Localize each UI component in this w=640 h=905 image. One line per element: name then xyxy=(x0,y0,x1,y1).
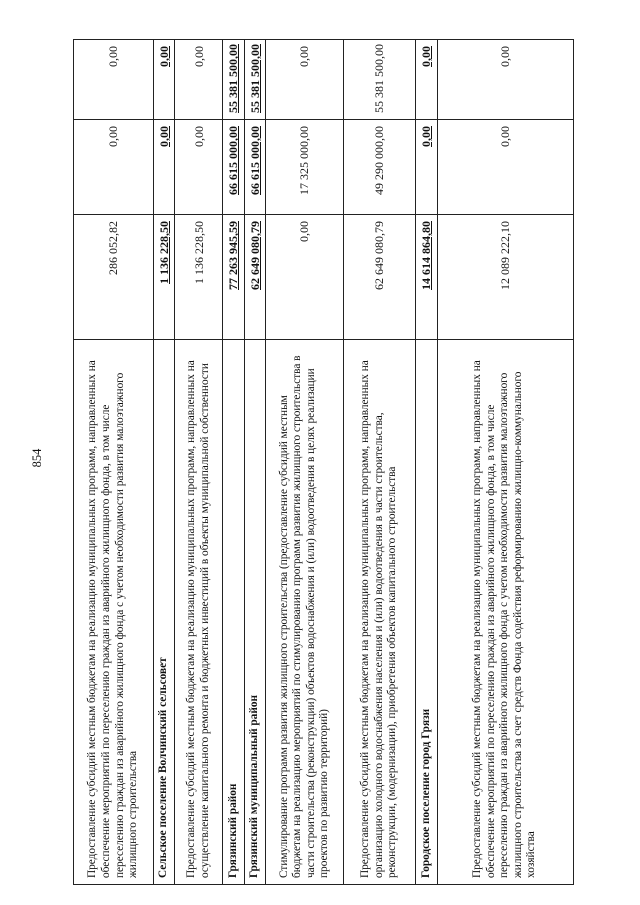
table-row-subtotal xyxy=(223,40,244,885)
value-col-2: 0,00 xyxy=(437,120,573,215)
table-row-subtotal xyxy=(416,40,437,885)
table-row-subtotal xyxy=(244,40,265,885)
value-col-2: 0,00 xyxy=(74,120,154,215)
value-col-2: 0,00 xyxy=(154,120,175,215)
row-description: Предоставление субсидий местным бюджетам на реализацию муниципальных программ, направленных на обеспечение мероприятий по переселению граждан из аварийного жилищного фонда, в том числе переселению граждан из аварийного жилищного фонда с учетом необходимости развития малоэтажного жилищного строительства за счет средств Фонда содействия реформированию жилищно-коммунального хозяйства xyxy=(437,340,573,885)
table-row xyxy=(437,40,573,885)
value-col-3: 0,00 xyxy=(437,40,573,120)
row-description: Грязинский район xyxy=(223,340,244,885)
value-col-3: 0,00 xyxy=(175,40,223,120)
value-col-2: 66 615 000,00 xyxy=(244,120,265,215)
value-col-3: 0,00 xyxy=(416,40,437,120)
value-col-1: 1 136 228,50 xyxy=(154,215,175,340)
table-row xyxy=(74,40,154,885)
value-col-3: 0,00 xyxy=(154,40,175,120)
row-description: Предоставление субсидий местным бюджетам на реализацию муниципальных программ, направленных на обеспечение мероприятий по переселению граждан из аварийного жилищного фонда, в том числе переселению граждан из аварийного жилищного фонда с учетом необходимости развития малоэтажного жилищного строительства xyxy=(74,340,154,885)
value-col-1: 14 614 864,80 xyxy=(416,215,437,340)
value-col-1: 286 052,82 xyxy=(74,215,154,340)
table-rotated-wrapper xyxy=(73,40,567,885)
budget-table xyxy=(73,39,574,885)
value-col-3: 55 381 500,00 xyxy=(344,40,416,120)
value-col-3: 55 381 500,00 xyxy=(244,40,265,120)
table-row xyxy=(175,40,223,885)
value-col-1: 77 263 945,59 xyxy=(223,215,244,340)
value-col-1: 1 136 228,50 xyxy=(175,215,223,340)
row-description: Стимулирование программ развития жилищного строительства (предоставление субсидий местным бюджетам на реализацию мероприятий по стимулированию программ развития жилищного строительства в части строительства (реконструкции) объектов водоснабжения и (или) водоотведения в целях реализации проектов по развитию территорий) xyxy=(266,340,344,885)
value-col-1: 12 089 222,10 xyxy=(437,215,573,340)
row-description: Городское поселение город Грязи xyxy=(416,340,437,885)
page-number: 854 xyxy=(30,448,44,468)
row-description: Грязинский муниципальный район xyxy=(244,340,265,885)
row-description: Сельское поселение Волчинский сельсовет xyxy=(154,340,175,885)
value-col-1: 0,00 xyxy=(266,215,344,340)
value-col-2: 66 615 000,00 xyxy=(223,120,244,215)
table-row-subtotal xyxy=(154,40,175,885)
value-col-1: 62 649 080,79 xyxy=(344,215,416,340)
value-col-3: 55 381 500,00 xyxy=(223,40,244,120)
value-col-2: 49 290 000,00 xyxy=(344,120,416,215)
row-description: Предоставление субсидий местным бюджетам на реализацию муниципальных программ, направленных на организацию холодного водоснабжения населения и (или) водоотведения в части строительства, реконструкции, (модернизации), приобретения объектов капитального строительства xyxy=(344,340,416,885)
row-description: Предоставление субсидий местным бюджетам на реализацию муниципальных программ, направленных на осуществление капитального ремонта и бюджетных инвестиций в объекты муниципальной собственности xyxy=(175,340,223,885)
value-col-2: 17 325 000,00 xyxy=(266,120,344,215)
value-col-1: 62 649 080,79 xyxy=(244,215,265,340)
value-col-2: 0,00 xyxy=(175,120,223,215)
table-row xyxy=(344,40,416,885)
table-row xyxy=(266,40,344,885)
value-col-3: 0,00 xyxy=(266,40,344,120)
value-col-3: 0,00 xyxy=(74,40,154,120)
value-col-2: 0,00 xyxy=(416,120,437,215)
